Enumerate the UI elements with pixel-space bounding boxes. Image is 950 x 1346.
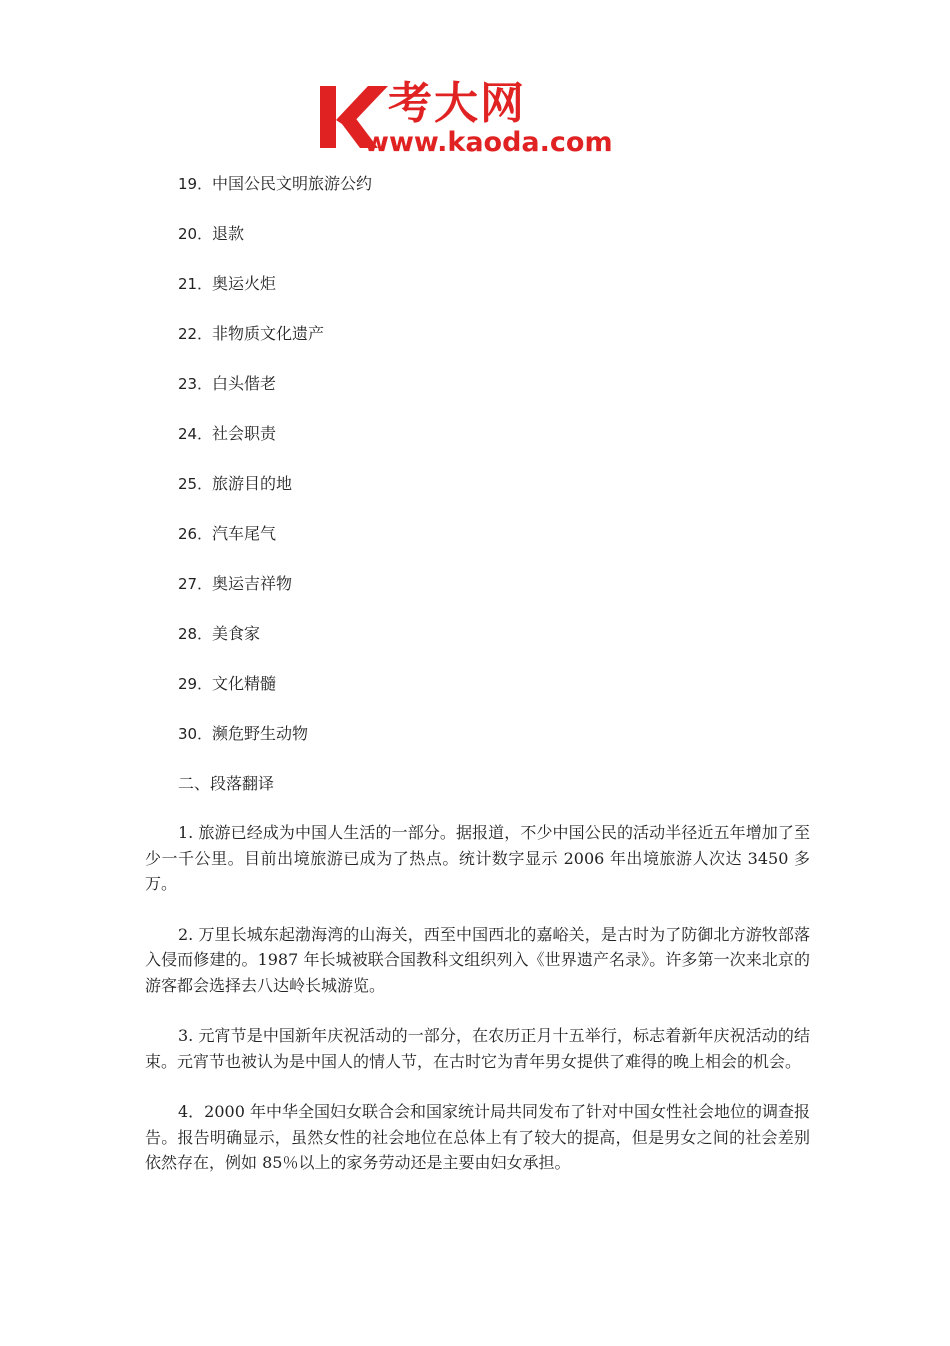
term-list (178, 172, 372, 772)
list-item (178, 622, 372, 672)
item-number: 22． (178, 325, 213, 343)
item-text: 白头偕老 (212, 374, 277, 393)
item-number: 27． (178, 575, 213, 593)
item-text: 美食家 (212, 624, 261, 643)
section-heading: 二、段落翻译 (178, 774, 275, 793)
site-logo (318, 80, 638, 160)
translation-paragraphs (145, 820, 810, 1201)
item-text: 濒危野生动物 (212, 724, 309, 743)
item-number: 24． (178, 425, 213, 443)
item-text: 奥运吉祥物 (212, 574, 293, 593)
list-item (178, 222, 372, 272)
item-text: 中国公民文明旅游公约 (212, 174, 373, 193)
list-item (178, 472, 372, 522)
item-number: 25． (178, 475, 213, 493)
item-text: 非物质文化遗产 (212, 324, 325, 343)
logo-url-text: www.kaoda.com (364, 127, 613, 158)
list-item (178, 572, 372, 622)
item-text: 退款 (212, 224, 245, 243)
item-number: 19． (178, 175, 213, 193)
item-number: 30． (178, 725, 213, 743)
paragraph: 4．2000 年中华全国妇女联合会和国家统计局共同发布了针对中国女性社会地位的调查报告。报告明确显示，虽然女性的社会地位在总体上有了较大的提高，但是男女之间的社会差别依然存在，例如 85％以上的家务劳动还是主要由妇女承担。 (145, 1102, 810, 1172)
list-item (178, 272, 372, 322)
item-text: 社会职责 (212, 424, 277, 443)
logo-chinese-text: 考大网 (388, 78, 526, 129)
item-number: 20． (178, 225, 213, 243)
list-item (178, 172, 372, 222)
list-item (178, 422, 372, 472)
list-item (178, 722, 372, 772)
item-number: 29． (178, 675, 213, 693)
item-text: 奥运火炬 (212, 274, 277, 293)
item-number: 26． (178, 525, 213, 543)
item-text: 旅游目的地 (212, 474, 293, 493)
list-item (178, 522, 372, 572)
list-item (178, 672, 372, 722)
item-number: 21． (178, 275, 213, 293)
paragraph: 1. 旅游已经成为中国人生活的一部分。据报道，不少中国公民的活动半径近五年增加了至少一千公里。目前出境旅游已成为了热点。统计数字显示 2006 年出境旅游人次达 3450 多万。 (145, 823, 810, 893)
list-item (178, 372, 372, 422)
paragraph: 3. 元宵节是中国新年庆祝活动的一部分，在农历正月十五举行，标志着新年庆祝活动的结束。元宵节也被认为是中国人的情人节，在古时它为青年男女提供了难得的晚上相会的机会。 (145, 1026, 810, 1071)
item-number: 23． (178, 375, 213, 393)
paragraph: 2. 万里长城东起渤海湾的山海关，西至中国西北的嘉峪关，是古时为了防御北方游牧部落入侵而修建的。1987 年长城被联合国教科文组织列入《世界遗产名录》。许多第一次来北京的游客都会选择去八达岭长城游览。 (145, 924, 810, 995)
list-item (178, 322, 372, 372)
item-text: 汽车尾气 (212, 524, 277, 543)
item-text: 文化精髓 (212, 674, 277, 693)
item-number: 28． (178, 625, 213, 643)
